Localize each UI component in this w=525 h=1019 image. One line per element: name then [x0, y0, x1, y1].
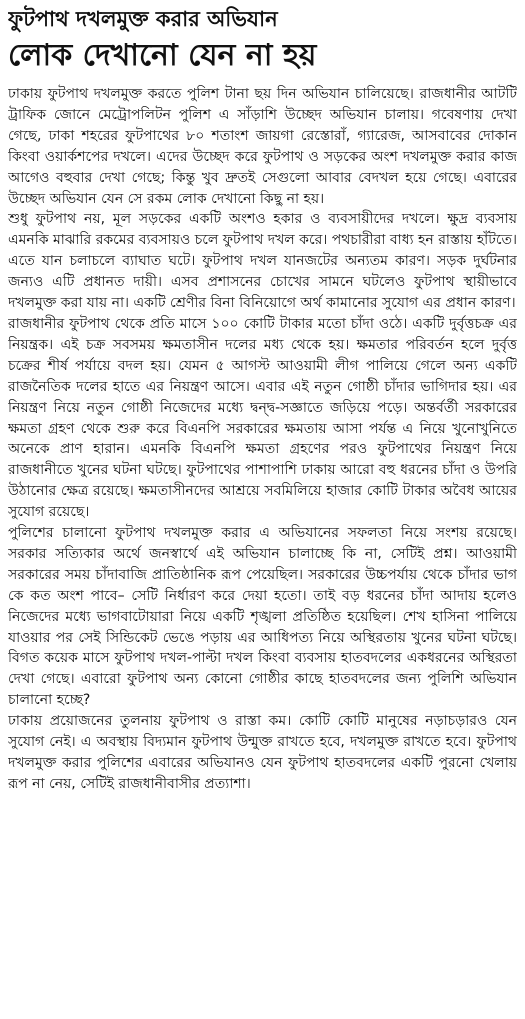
- article-headline: লোক দেখানো যেন না হয়: [8, 38, 317, 73]
- article-paragraph-5: ঢাকায় প্রয়োজনের তুলনায় ফুটপাথ ও রাস্তা কম। কোটি কোটি মানুষের নড়াচড়ারও যেন সুযোগ নেই। এ অবস্থায় বিদ্যমান ফুটপাথ উন্মুক্ত রাখতে হবে, দখলমুক্ত রাখতে হবে। ফুটপাথ দখলমুক্ত করার পুলিশের এবারের অভিযানও যেন ফুটপাথ হাতবদলের একটি পুরনো খেলায় রূপ না নেয়, সেটিই রাজধানীবাসীর প্রত্যাশা।: [8, 713, 517, 792]
- article-paragraph-1: ঢাকায় ফুটপাথ দখলমুক্ত করতে পুলিশ টানা ছয় দিন অভিযান চালিয়েছে। রাজধানীর আটটি ট্রাফিক জোনে মেট্রোপলিটন পুলিশ এ সাঁড়াশি উচ্ছেদ অভিযান চালায়। গবেষণায় দেখা গেছে, ঢাকা শহরের ফুটপাথের ৮০ শতাংশ জায়গা রেস্তোরাঁ, গ্যারেজ, আসবাবের দোকান কিংবা ওয়ার্কশপের দখলে। এদের উচ্ছেদ করে ফুটপাথ ও সড়কের অংশ দখলমুক্ত করার কাজ আগেও বহুবার দেখা গেছে; কিন্তু খুব দ্রুতই সেগুলো আবার বেদখল হয়ে গেছে। এবারের উচ্ছেদ অভিযান যেন সে রকম লোক দেখানো কিছু না হয়।: [8, 86, 517, 207]
- article-kicker: ফুটপাথ দখলমুক্ত করার অভিযান: [8, 7, 278, 31]
- article-body: [8, 84, 517, 1014]
- article-paragraph-2: শুধু ফুটপাথ নয়, মূল সড়কের একটি অংশও হকার ও ব্যবসায়ীদের দখলে। ক্ষুদ্র ব্যবসায় এমনকি মাঝারি রকমের ব্যবসায়ও চলে ফুটপাথ দখল করে। পথচারীরা বাধ্য হন রাস্তায় হাঁটতে। এতে যান চলাচলে ব্যাঘাত ঘটে। ফুটপাথ দখল যানজটের অন্যতম কারণ। সড়ক দুর্ঘটনার জন্যও এটি প্রধানত দায়ী। এসব প্রশাসনের চোখের সামনে ঘটলেও ফুটপাথ স্থায়ীভাবে দখলমুক্ত করা যায় না। একটি শ্রেণীর বিনা বিনিয়োগে অর্থ কামানোর সুযোগ এর প্রধান কারণ।: [8, 211, 517, 312]
- article-paragraph-4: পুলিশের চালানো ফুটপাথ দখলমুক্ত করার এ অভিযানের সফলতা নিয়ে সংশয় রয়েছে। সরকার সত্যিকার অর্থে জনস্বার্থে এই অভিযান চালাচ্ছে কি না, সেটিই প্রশ্ন। আওয়ামী সরকারের সময় চাঁদাবাজি প্রাতিষ্ঠানিক রূপ পেয়েছিল। সরকারের উচ্চপর্যায় থেকে চাঁদার ভাগ কে কত অংশ পাবে– সেটি নির্ধারণ করে দেয়া হতো। তাই বড় ধরনের চাঁদা আদায় হলেও নিজেদের মধ্যে ভাগবাটোয়ারা নিয়ে একটি শৃঙ্খলা প্রতিষ্ঠিত হয়েছিল। শেখ হাসিনা পালিয়ে যাওয়ার পর সেই সিন্ডিকেট ভেঙে পড়ায় এর আধিপত্য নিয়ে অস্থিরতায় খুনের ঘটনা ঘটছে। বিগত কয়েক মাসে ফুটপাথ দখল-পাল্টা দখল কিংবা ব্যবসায় হাতবদলের একধরনের অস্থিরতা দেখা গেছে। এবারো ফুটপাথ অন্য কোনো গোষ্ঠীর কাছে হাতবদলের জন্য পুলিশি অভিযান চালানো হচ্ছে?: [8, 525, 517, 709]
- article-paragraph-3: রাজধানীর ফুটপাথ থেকে প্রতি মাসে ১০০ কোটি টাকার মতো চাঁদা ওঠে। একটি দুর্বৃত্তচক্র এর নিয়ন্ত্রক। এই চক্র সবসময় ক্ষমতাসীন দলের মধ্য থেকে হয়। ক্ষমতার পরিবর্তন হলে দুর্বৃত্ত চক্রের শীর্ষ পর্যায়ে বদল হয়। যেমন ৫ আগস্ট আওয়ামী লীগ পালিয়ে গেলে অন্য একটি রাজনৈতিক দলের হাতে এর নিয়ন্ত্রণ আসে। এবার এই নতুন গোষ্ঠী চাঁদার ভাগিদার হয়। এর নিয়ন্ত্রণ নিয়ে নতুন গোষ্ঠী নিজেদের মধ্যে দ্বন্দ্ব-সজ্ঞাতে জড়িয়ে পড়ে। অন্তর্বর্তী সরকারের ক্ষমতা গ্রহণ থেকে শুরু করে বিএনপি সরকারের ক্ষমতায় আসা পর্যন্ত এ নিয়ে খুনোখুনিতে অনেকে প্রাণ হারান। এমনকি বিএনপি ক্ষমতা গ্রহণের পরও ফুটপাথের নিয়ন্ত্রণ নিয়ে রাজধানীতে খুনের ঘটনা ঘটছে। ফুটপাথের পাশাপাশি ঢাকায় আরো বহু ধরনের চাঁদা ও উপরি উঠানোর ক্ষেত্র রয়েছে। ক্ষমতাসীনদের আশ্রয়ে সবমিলিয়ে হাজার কোটি টাকার অবৈধ আয়ের সুযোগ রয়েছে।: [8, 315, 517, 521]
